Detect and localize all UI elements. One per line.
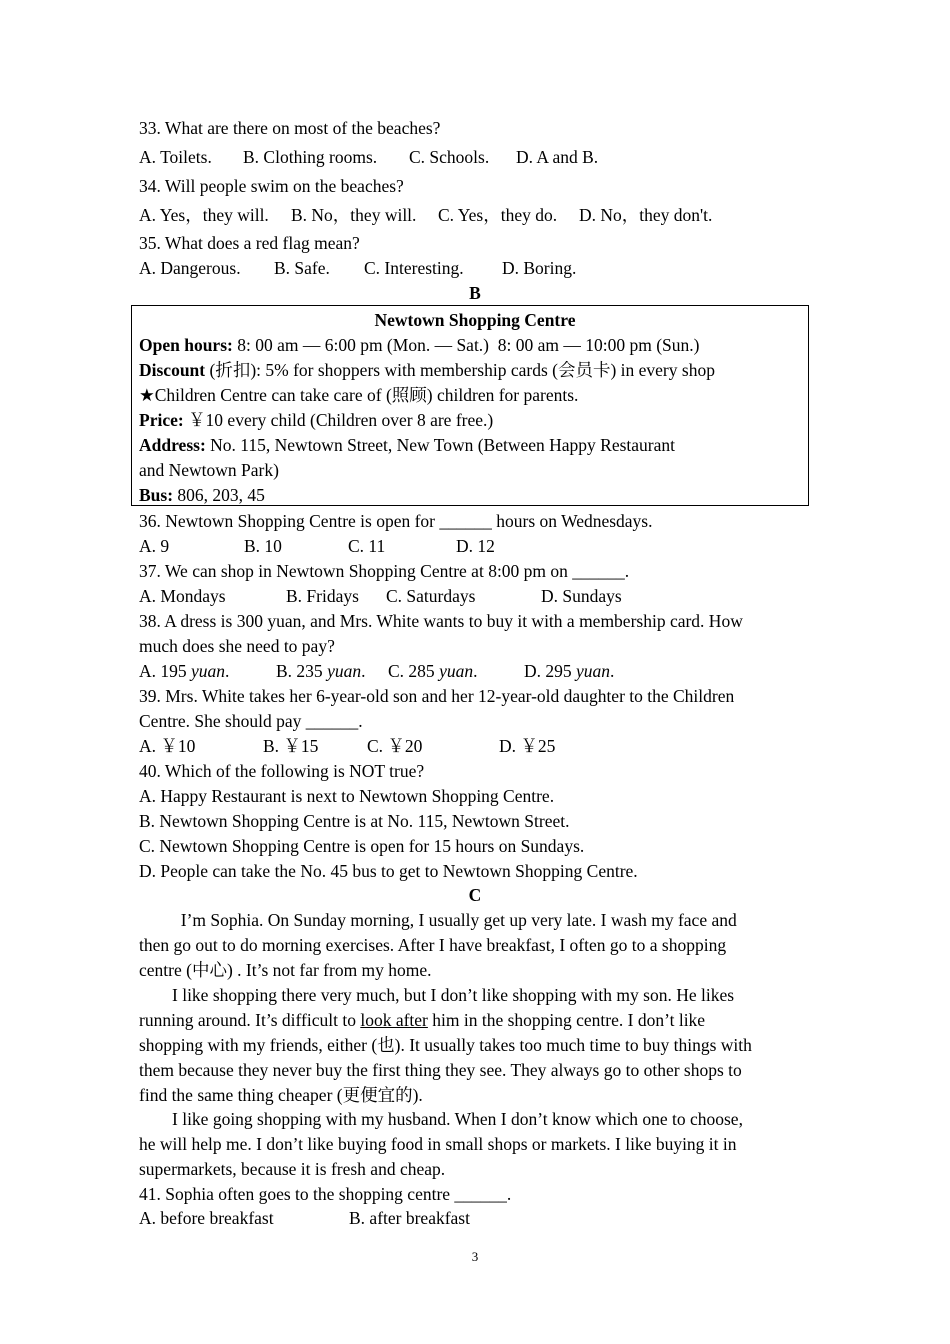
q38-stem-line2: much does she need to pay?	[139, 636, 335, 656]
address-value: No. 115, Newtown Street, New Town (Between Happy Restaurant	[205, 435, 676, 455]
q38-stem-line1: 38. A dress is 300 yuan, and Mrs. White wants to buy it with a membership card. How	[139, 611, 743, 631]
bus-label: Bus:	[139, 485, 174, 505]
q37-option-c: C. Saturdays	[386, 586, 476, 606]
q37-stem: 37. We can shop in Newtown Shopping Centre at 8:00 pm on ______.	[139, 561, 630, 581]
q34-option-d: D. No，they don't.	[579, 205, 713, 225]
q38-d-dot: .	[610, 661, 615, 681]
q36-option-b: B. 10	[244, 536, 282, 556]
bus-value: 806, 203, 45	[173, 485, 265, 505]
q38-option-b	[276, 660, 365, 682]
passage-p1-line1: I’m Sophia. On Sunday morning, I usually get up very late. I wash my face and	[172, 910, 737, 930]
open-hours-value: 8: 00 am — 6:00 pm (Mon. — Sat.) 8: 00 am — 10:00 pm (Sun.)	[232, 335, 700, 355]
q37-option-a: A. Mondays	[139, 586, 226, 606]
price-value: ￥10 every child (Children over 8 are free.)	[183, 410, 494, 430]
q39-option-c: C. ￥20	[367, 736, 423, 756]
q36-stem: 36. Newtown Shopping Centre is open for ______ hours on Wednesdays.	[139, 511, 653, 531]
q38-d-amount: D. 295	[524, 661, 577, 681]
page-number: 3	[471, 1249, 479, 1264]
q41-option-b: B. after breakfast	[349, 1208, 470, 1228]
q38-option-a	[139, 660, 229, 682]
q39-option-d: D. ￥25	[499, 736, 556, 756]
p2l2-text-a: running around. It’s difficult to	[139, 1010, 361, 1030]
notice-address-line2: and Newtown Park)	[139, 460, 279, 480]
open-hours-label: Open hours:	[139, 335, 233, 355]
notice-discount	[139, 359, 715, 381]
q35-option-c: C. Interesting.	[364, 258, 464, 278]
q38-c-amount: C. 285	[388, 661, 440, 681]
q35-option-a: A. Dangerous.	[139, 258, 241, 278]
q39-stem-line2: Centre. She should pay ______.	[139, 711, 363, 731]
passage-p3-line2: he will help me. I don’t like buying food in small shops or markets. I like buying it in	[139, 1134, 737, 1154]
q34-stem: 34. Will people swim on the beaches?	[139, 176, 404, 196]
q34-option-a: A. Yes，they will.	[139, 205, 269, 225]
q38-a-dot: .	[225, 661, 230, 681]
q40-option-a: A. Happy Restaurant is next to Newtown Shopping Centre.	[139, 786, 555, 806]
q38-c-dot: .	[473, 661, 478, 681]
q33-option-d: D. A and B.	[516, 147, 599, 167]
passage-p2-line5: find the same thing cheaper (更便宜的).	[139, 1085, 423, 1105]
q38-b-dot: .	[361, 661, 366, 681]
notice-open-hours	[139, 334, 700, 356]
passage-p1-line3: centre (中心) . It’s not far from my home.	[139, 960, 432, 980]
passage-p3-line1: I like going shopping with my husband. When I don’t know which one to choose,	[172, 1109, 743, 1129]
q33-option-b: B. Clothing rooms.	[243, 147, 378, 167]
passage-p3-line3: supermarkets, because it is fresh and cheap.	[139, 1159, 446, 1179]
underlined-phrase: look after	[360, 1010, 428, 1030]
q35-option-b: B. Safe.	[274, 258, 330, 278]
q34-option-b: B. No，they will.	[291, 205, 417, 225]
q36-option-a: A. 9	[139, 536, 170, 556]
q40-stem: 40. Which of the following is NOT true?	[139, 761, 425, 781]
q40-option-b: B. Newtown Shopping Centre is at No. 115, Newtown Street.	[139, 811, 570, 831]
discount-value: (折扣): 5% for shoppers with membership cards (会员卡) in every shop	[205, 360, 715, 380]
notice-bus	[139, 484, 265, 506]
notice-title: Newtown Shopping Centre	[374, 310, 576, 330]
discount-label: Discount	[139, 360, 206, 380]
q38-c-unit: yuan	[439, 661, 474, 681]
q39-stem-line1: 39. Mrs. White takes her 6-year-old son and her 12-year-old daughter to the Children	[139, 686, 735, 706]
q35-option-d: D. Boring.	[502, 258, 577, 278]
notice-price	[139, 409, 493, 431]
q38-a-amount: A. 195	[139, 661, 192, 681]
q33-option-a: A. Toilets.	[139, 147, 212, 167]
q41-option-a: A. before breakfast	[139, 1208, 274, 1228]
q35-stem: 35. What does a red flag mean?	[139, 233, 360, 253]
q34-option-c: C. Yes，they do.	[438, 205, 558, 225]
q38-d-unit: yuan	[576, 661, 611, 681]
passage-p2-line3: shopping with my friends, either (也). It usually takes too much time to buy things with	[139, 1035, 752, 1055]
q37-option-d: D. Sundays	[541, 586, 622, 606]
address-label: Address:	[139, 435, 206, 455]
passage-p1-line2: then go out to do morning exercises. After I have breakfast, I often go to a shopping	[139, 935, 727, 955]
q38-option-c	[388, 660, 477, 682]
passage-p2-line4: them because they never buy the first thing they see. They always go to other shops to	[139, 1060, 742, 1080]
q40-option-c: C. Newtown Shopping Centre is open for 15 hours on Sundays.	[139, 836, 585, 856]
q39-option-b: B. ￥15	[263, 736, 319, 756]
q36-option-c: C. 11	[348, 536, 386, 556]
q38-a-unit: yuan	[191, 661, 226, 681]
q38-b-amount: B. 235	[276, 661, 328, 681]
q41-stem: 41. Sophia often goes to the shopping centre ______.	[139, 1184, 512, 1204]
passage-p2-line1: I like shopping there very much, but I don’t like shopping with my son. He likes	[172, 985, 735, 1005]
q36-option-d: D. 12	[456, 536, 495, 556]
notice-children-centre: ★Children Centre can take care of (照顾) children for parents.	[139, 385, 579, 405]
q39-option-a: A. ￥10	[139, 736, 196, 756]
p2l2-text-b: him in the shopping centre. I don’t like	[427, 1010, 706, 1030]
section-b-heading: B	[469, 283, 481, 303]
q40-option-d: D. People can take the No. 45 bus to get to Newtown Shopping Centre.	[139, 861, 638, 881]
q38-b-unit: yuan	[327, 661, 362, 681]
notice-address	[139, 434, 675, 456]
q38-option-d	[524, 660, 614, 682]
q33-stem: 33. What are there on most of the beaches?	[139, 118, 441, 138]
section-c-heading: C	[468, 885, 482, 905]
q33-option-c: C. Schools.	[409, 147, 490, 167]
price-label: Price:	[139, 410, 184, 430]
passage-p2-line2	[139, 1009, 705, 1031]
q37-option-b: B. Fridays	[286, 586, 359, 606]
